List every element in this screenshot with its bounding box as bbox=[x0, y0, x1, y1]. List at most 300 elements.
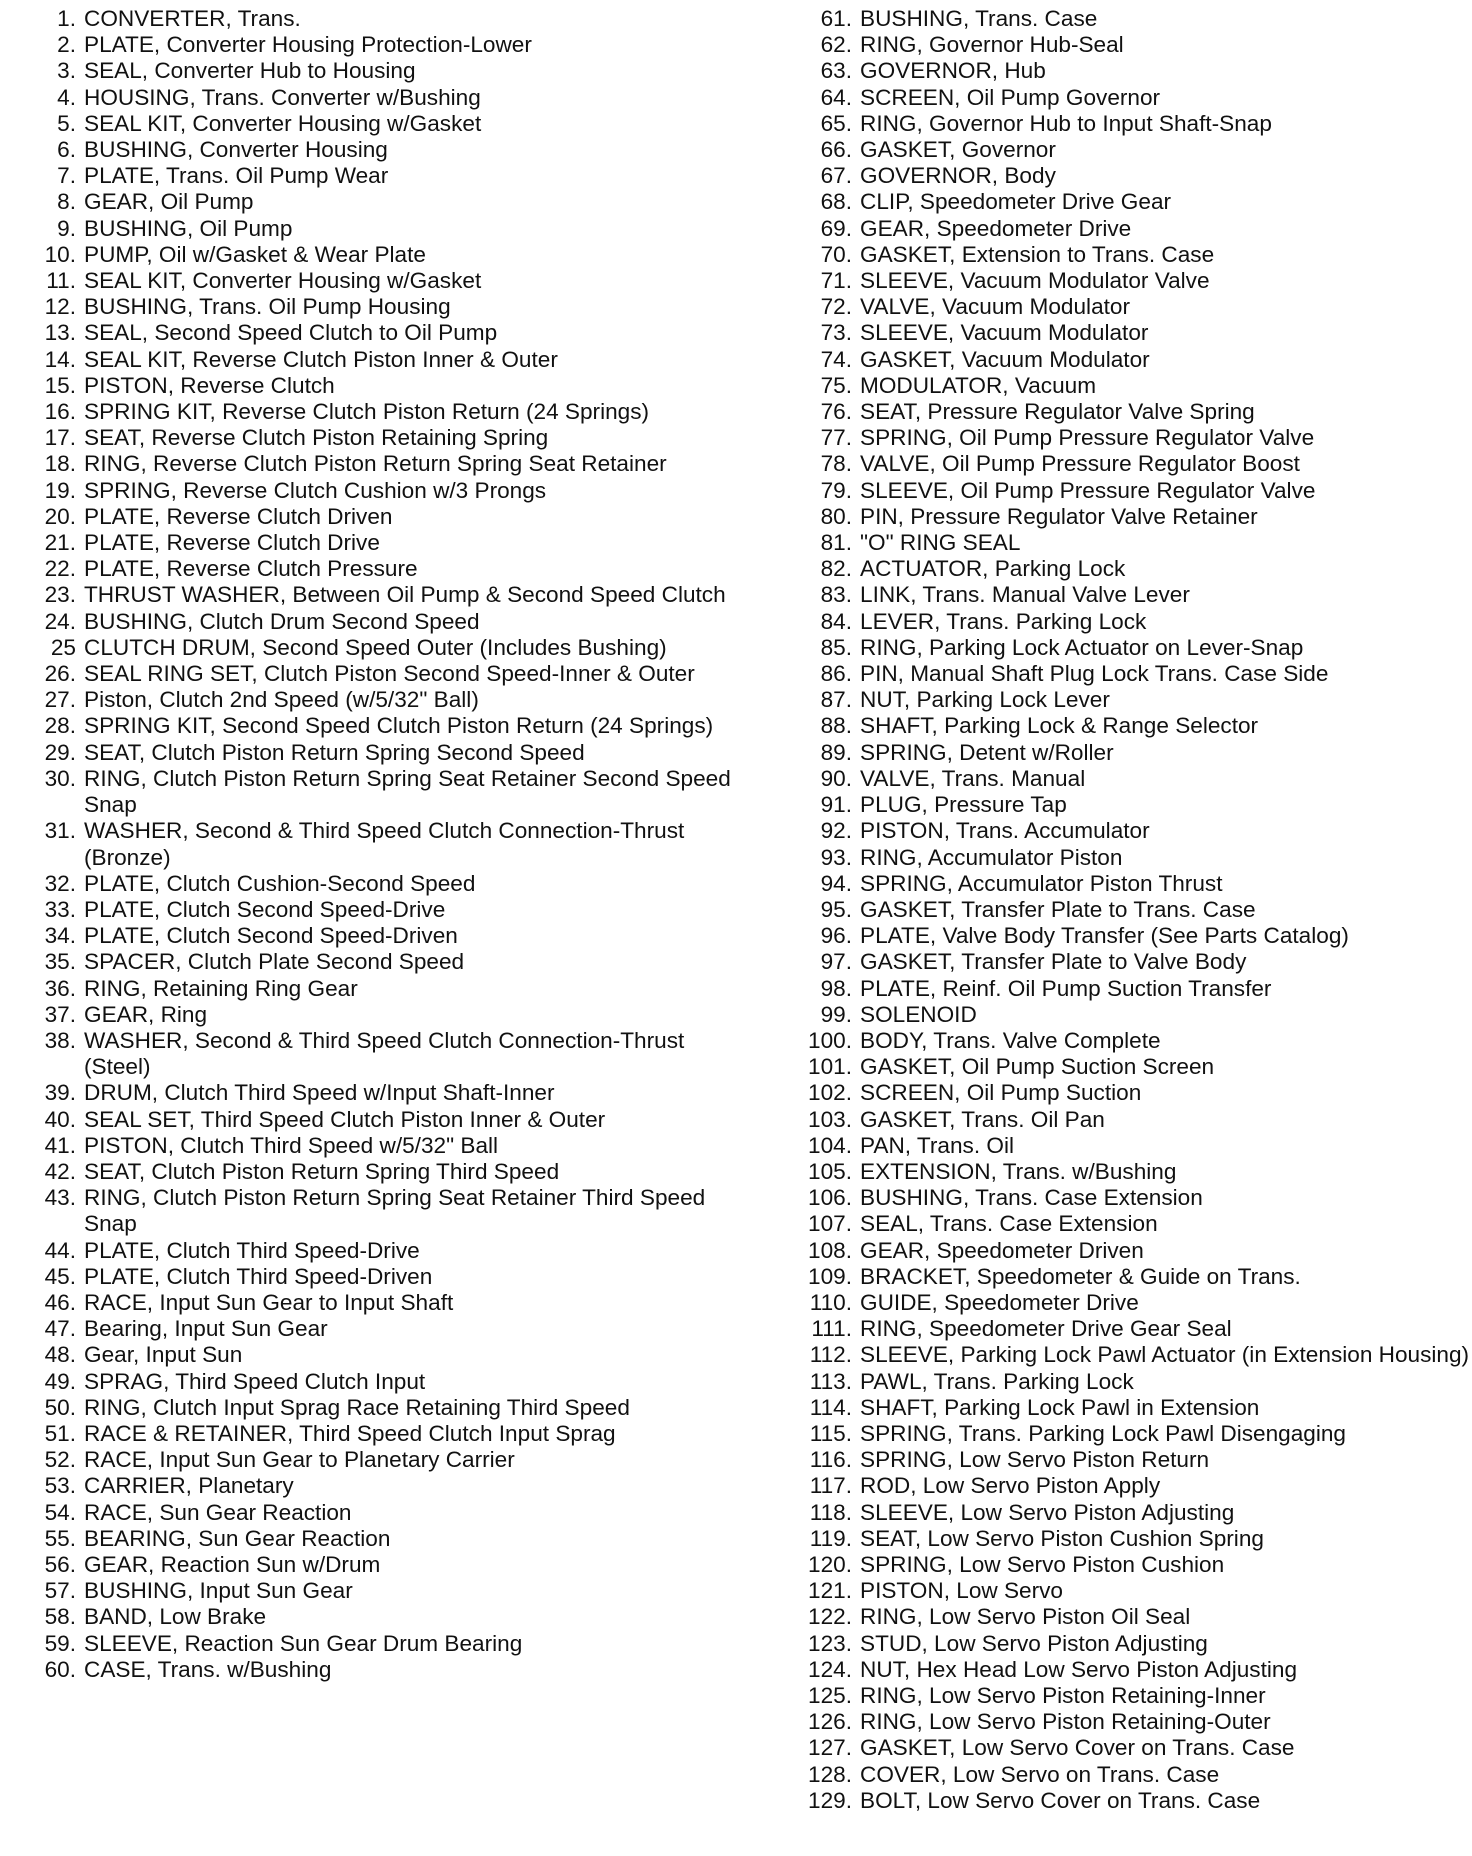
item-number: 2. bbox=[57, 32, 76, 58]
item-text: NUT, Hex Head Low Servo Piston Adjusting bbox=[860, 1656, 1298, 1682]
list-item bbox=[772, 85, 1472, 111]
list-item bbox=[18, 1369, 738, 1395]
item-text: HOUSING, Trans. Converter w/Bushing bbox=[84, 84, 481, 110]
item-text: BOLT, Low Servo Cover on Trans. Case bbox=[860, 1787, 1261, 1813]
item-text: PAN, Trans. Oil bbox=[860, 1132, 1015, 1158]
list-item bbox=[18, 897, 738, 923]
list-item bbox=[772, 58, 1472, 84]
list-item bbox=[18, 1631, 738, 1657]
list-item bbox=[772, 1500, 1472, 1526]
item-text: SLEEVE, Parking Lock Pawl Actuator (in Extension Housing) bbox=[860, 1342, 1470, 1368]
item-number: 69. bbox=[820, 215, 852, 241]
list-item bbox=[18, 1290, 738, 1316]
item-number: 104. bbox=[808, 1132, 852, 1158]
item-text: CASE, Trans. w/Bushing bbox=[84, 1656, 332, 1682]
list-item bbox=[18, 1421, 738, 1447]
list-item bbox=[772, 1028, 1472, 1054]
item-number: 93. bbox=[820, 844, 852, 870]
item-text: SCREEN, Oil Pump Governor bbox=[860, 84, 1161, 110]
item-number: 116. bbox=[809, 1447, 852, 1473]
item-text: CONVERTER, Trans. bbox=[84, 6, 301, 31]
list-item bbox=[772, 1604, 1472, 1630]
item-text: PLATE, Converter Housing Protection-Lower bbox=[84, 32, 532, 58]
list-item bbox=[18, 399, 738, 425]
list-item bbox=[772, 582, 1472, 608]
item-text: GASKET, Transfer Plate to Trans. Case bbox=[860, 896, 1256, 922]
list-item bbox=[18, 740, 738, 766]
item-number: 19. bbox=[44, 477, 76, 503]
item-text: RING, Governor Hub-Seal bbox=[860, 32, 1124, 58]
item-text: SPRING KIT, Second Speed Clutch Piston Return (24 Springs) bbox=[84, 713, 714, 739]
item-text: SHAFT, Parking Lock Pawl in Extension bbox=[860, 1394, 1260, 1420]
list-item bbox=[18, 1657, 738, 1683]
item-text: GUIDE, Speedometer Drive bbox=[860, 1289, 1139, 1315]
list-item bbox=[18, 1447, 738, 1473]
item-number: 68. bbox=[820, 189, 852, 215]
list-item bbox=[772, 1211, 1472, 1237]
list-item bbox=[772, 1316, 1472, 1342]
list-item bbox=[772, 1631, 1472, 1657]
list-item bbox=[18, 1552, 738, 1578]
item-text: ACTUATOR, Parking Lock bbox=[860, 556, 1126, 582]
item-text: RING, Low Servo Piston Retaining-Outer bbox=[860, 1709, 1271, 1735]
item-text: SPRING KIT, Reverse Clutch Piston Return (24 Springs) bbox=[84, 399, 650, 425]
item-text: PISTON, Trans. Accumulator bbox=[860, 818, 1150, 844]
list-item bbox=[772, 1578, 1472, 1604]
list-item bbox=[772, 347, 1472, 373]
item-text: SEAL KIT, Converter Housing w/Gasket bbox=[84, 268, 482, 294]
item-number: 52. bbox=[44, 1447, 76, 1473]
item-number: 94. bbox=[820, 870, 852, 896]
item-text: SPRING, Low Servo Piston Cushion bbox=[860, 1551, 1225, 1577]
item-text: GASKET, Vacuum Modulator bbox=[860, 346, 1150, 372]
item-text: RACE & RETAINER, Third Speed Clutch Input Sprag bbox=[84, 1420, 616, 1446]
item-text: GEAR, Oil Pump bbox=[84, 189, 254, 215]
item-text: BUSHING, Converter Housing bbox=[84, 137, 388, 163]
list-item bbox=[772, 425, 1472, 451]
item-text: RING, Speedometer Drive Gear Seal bbox=[860, 1316, 1232, 1342]
item-number: 59. bbox=[44, 1630, 76, 1656]
item-number: 117. bbox=[809, 1473, 852, 1499]
item-number: 21. bbox=[44, 530, 76, 556]
item-number: 51. bbox=[44, 1420, 76, 1446]
item-number: 89. bbox=[820, 739, 852, 765]
list-item bbox=[772, 1185, 1472, 1211]
item-number: 46. bbox=[44, 1289, 76, 1315]
list-item bbox=[772, 792, 1472, 818]
list-item bbox=[18, 6, 738, 32]
item-text: PISTON, Clutch Third Speed w/5/32" Ball bbox=[84, 1132, 499, 1158]
item-text: SPRING, Low Servo Piston Return bbox=[860, 1447, 1210, 1473]
item-text: SEAL, Trans. Case Extension bbox=[860, 1211, 1158, 1237]
item-number: 87. bbox=[820, 687, 852, 713]
list-item bbox=[18, 1264, 738, 1290]
list-item bbox=[18, 1578, 738, 1604]
item-text: SEAL KIT, Reverse Clutch Piston Inner & Outer bbox=[84, 346, 558, 372]
parts-list-left bbox=[18, 6, 738, 1683]
list-item bbox=[772, 1447, 1472, 1473]
item-number: 17. bbox=[44, 425, 76, 451]
item-number: 44. bbox=[44, 1237, 76, 1263]
item-text: SEAL, Converter Hub to Housing bbox=[84, 58, 416, 84]
list-item bbox=[18, 949, 738, 975]
item-number: 23. bbox=[44, 582, 76, 608]
item-text: BUSHING, Oil Pump bbox=[84, 215, 293, 241]
list-item bbox=[772, 1395, 1472, 1421]
item-text: BRACKET, Speedometer & Guide on Trans. bbox=[860, 1263, 1301, 1289]
item-number: 42. bbox=[44, 1158, 76, 1184]
item-text: PLATE, Clutch Third Speed-Driven bbox=[84, 1263, 433, 1289]
item-text: RING, Clutch Piston Return Spring Seat Retainer Third Speed Snap bbox=[84, 1185, 706, 1237]
item-text: RING, Accumulator Piston bbox=[860, 844, 1123, 870]
item-number: 50. bbox=[44, 1394, 76, 1420]
list-item bbox=[772, 635, 1472, 661]
item-number: 43. bbox=[44, 1185, 76, 1211]
item-number: 65. bbox=[820, 110, 852, 136]
item-number: 72. bbox=[820, 294, 852, 320]
item-text: CLIP, Speedometer Drive Gear bbox=[860, 189, 1172, 215]
list-item bbox=[772, 923, 1472, 949]
item-number: 5. bbox=[57, 110, 76, 136]
item-text: RING, Parking Lock Actuator on Lever-Snap bbox=[860, 634, 1304, 660]
item-text: SLEEVE, Vacuum Modulator bbox=[860, 320, 1149, 346]
list-item bbox=[18, 1526, 738, 1552]
list-item bbox=[772, 1473, 1472, 1499]
item-number: 8. bbox=[57, 189, 76, 215]
item-number: 33. bbox=[44, 896, 76, 922]
item-number: 96. bbox=[820, 923, 852, 949]
item-number: 79. bbox=[820, 477, 852, 503]
item-number: 62. bbox=[820, 32, 852, 58]
item-text: BUSHING, Input Sun Gear bbox=[84, 1578, 353, 1604]
item-number: 29. bbox=[44, 739, 76, 765]
item-number: 112. bbox=[809, 1342, 852, 1368]
item-number: 81. bbox=[820, 530, 852, 556]
item-text: GEAR, Speedometer Driven bbox=[860, 1237, 1144, 1263]
item-number: 101. bbox=[808, 1054, 852, 1080]
list-item bbox=[772, 478, 1472, 504]
item-number: 30. bbox=[44, 765, 76, 791]
item-text: Gear, Input Sun bbox=[84, 1342, 243, 1368]
list-item bbox=[772, 268, 1472, 294]
item-number: 120. bbox=[808, 1551, 852, 1577]
item-number: 110. bbox=[809, 1289, 852, 1315]
item-number: 41. bbox=[44, 1132, 76, 1158]
item-text: GASKET, Extension to Trans. Case bbox=[860, 241, 1215, 267]
list-item bbox=[772, 530, 1472, 556]
item-number: 113. bbox=[809, 1368, 852, 1394]
item-text: GASKET, Trans. Oil Pan bbox=[860, 1106, 1105, 1132]
item-number: 66. bbox=[820, 137, 852, 163]
list-item bbox=[772, 713, 1472, 739]
list-item bbox=[772, 504, 1472, 530]
item-text: GOVERNOR, Body bbox=[860, 163, 1056, 189]
item-text: PLATE, Reverse Clutch Pressure bbox=[84, 556, 418, 582]
item-number: 76. bbox=[820, 399, 852, 425]
item-text: RING, Reverse Clutch Piston Return Spring Seat Retainer bbox=[84, 451, 667, 477]
list-item bbox=[18, 111, 738, 137]
list-item bbox=[772, 6, 1472, 32]
list-item bbox=[772, 845, 1472, 871]
item-text: RING, Clutch Piston Return Spring Seat Retainer Second Speed Snap bbox=[84, 765, 731, 818]
item-number: 80. bbox=[820, 503, 852, 529]
list-item bbox=[772, 976, 1472, 1002]
list-item bbox=[18, 635, 738, 661]
list-item bbox=[18, 1080, 738, 1106]
item-text: SEAL SET, Third Speed Clutch Piston Inner & Outer bbox=[84, 1106, 606, 1132]
list-item bbox=[18, 504, 738, 530]
list-item bbox=[18, 1238, 738, 1264]
item-number: 57. bbox=[44, 1578, 76, 1604]
item-text: BUSHING, Clutch Drum Second Speed bbox=[84, 608, 480, 634]
item-number: 13. bbox=[44, 320, 76, 346]
item-text: SPRING, Oil Pump Pressure Regulator Valve bbox=[860, 425, 1315, 451]
item-text: NUT, Parking Lock Lever bbox=[860, 687, 1110, 713]
item-number: 16. bbox=[44, 399, 76, 425]
item-text: STUD, Low Servo Piston Adjusting bbox=[860, 1630, 1208, 1656]
item-number: 39. bbox=[44, 1080, 76, 1106]
item-number: 102. bbox=[808, 1080, 852, 1106]
list-item bbox=[772, 949, 1472, 975]
item-text: ROD, Low Servo Piston Apply bbox=[860, 1473, 1161, 1499]
item-number: 95. bbox=[820, 896, 852, 922]
item-number: 14. bbox=[44, 346, 76, 372]
list-item bbox=[772, 1421, 1472, 1447]
item-text: RING, Governor Hub to Input Shaft-Snap bbox=[860, 110, 1272, 136]
list-item bbox=[18, 871, 738, 897]
list-item bbox=[18, 320, 738, 346]
item-text: SLEEVE, Reaction Sun Gear Drum Bearing bbox=[84, 1630, 523, 1656]
item-text: SPRING, Reverse Clutch Cushion w/3 Prongs bbox=[84, 477, 547, 503]
item-text: THRUST WASHER, Between Oil Pump & Second Speed Clutch bbox=[84, 582, 726, 608]
item-number: 6. bbox=[57, 137, 76, 163]
list-item bbox=[18, 713, 738, 739]
item-text: GOVERNOR, Hub bbox=[860, 58, 1046, 84]
list-item bbox=[772, 320, 1472, 346]
list-item bbox=[18, 58, 738, 84]
list-item bbox=[772, 1290, 1472, 1316]
item-text: WASHER, Second & Third Speed Clutch Connection-Thrust (Bronze) bbox=[84, 818, 685, 870]
list-item bbox=[18, 268, 738, 294]
item-number: 98. bbox=[820, 975, 852, 1001]
item-text: PLATE, Reinf. Oil Pump Suction Transfer bbox=[860, 975, 1272, 1001]
item-text: SPRING, Detent w/Roller bbox=[860, 739, 1114, 765]
list-item bbox=[18, 1159, 738, 1185]
item-text: PAWL, Trans. Parking Lock bbox=[860, 1368, 1134, 1394]
list-item bbox=[772, 1709, 1472, 1735]
item-text: PISTON, Low Servo bbox=[860, 1578, 1064, 1604]
item-text: PIN, Manual Shaft Plug Lock Trans. Case Side bbox=[860, 661, 1329, 687]
item-number: 128. bbox=[808, 1761, 852, 1787]
item-number: 124. bbox=[808, 1656, 852, 1682]
item-number: 49. bbox=[44, 1368, 76, 1394]
item-number: 12. bbox=[44, 294, 76, 320]
item-number: 58. bbox=[44, 1604, 76, 1630]
item-number: 64. bbox=[820, 84, 852, 110]
list-item bbox=[18, 1604, 738, 1630]
list-item bbox=[772, 216, 1472, 242]
list-item bbox=[772, 1735, 1472, 1761]
item-number: 100. bbox=[808, 1027, 852, 1053]
item-number: 121. bbox=[808, 1578, 852, 1604]
item-text: DRUM, Clutch Third Speed w/Input Shaft-Inner bbox=[84, 1080, 555, 1106]
item-number: 54. bbox=[44, 1499, 76, 1525]
item-text: GASKET, Governor bbox=[860, 137, 1056, 163]
item-number: 88. bbox=[820, 713, 852, 739]
list-item bbox=[18, 347, 738, 373]
item-text: SEAL KIT, Converter Housing w/Gasket bbox=[84, 110, 482, 136]
list-item bbox=[18, 85, 738, 111]
item-text: GEAR, Ring bbox=[84, 1001, 208, 1027]
list-item bbox=[772, 609, 1472, 635]
item-text: EXTENSION, Trans. w/Bushing bbox=[860, 1158, 1177, 1184]
list-item bbox=[18, 163, 738, 189]
item-number: 67. bbox=[820, 163, 852, 189]
item-text: SEAT, Clutch Piston Return Spring Second Speed bbox=[84, 739, 585, 765]
list-item bbox=[18, 1342, 738, 1368]
item-number: 61. bbox=[820, 6, 852, 31]
item-number: 85. bbox=[820, 634, 852, 660]
list-item bbox=[772, 189, 1472, 215]
item-number: 114. bbox=[809, 1394, 852, 1420]
list-item bbox=[18, 242, 738, 268]
list-item bbox=[772, 1159, 1472, 1185]
item-text: RACE, Sun Gear Reaction bbox=[84, 1499, 352, 1525]
item-number: 3. bbox=[57, 58, 76, 84]
item-text: PIN, Pressure Regulator Valve Retainer bbox=[860, 503, 1258, 529]
item-text: SEAT, Low Servo Piston Cushion Spring bbox=[860, 1525, 1264, 1551]
item-number: 91. bbox=[820, 792, 852, 818]
list-item bbox=[772, 871, 1472, 897]
list-item bbox=[772, 1080, 1472, 1106]
list-item bbox=[772, 1657, 1472, 1683]
list-item bbox=[772, 399, 1472, 425]
list-item bbox=[772, 1369, 1472, 1395]
list-item bbox=[18, 661, 738, 687]
item-text: PLATE, Reverse Clutch Driven bbox=[84, 503, 393, 529]
item-text: PLATE, Clutch Second Speed-Drive bbox=[84, 896, 446, 922]
item-number: 24. bbox=[44, 608, 76, 634]
list-item bbox=[772, 1054, 1472, 1080]
item-number: 119. bbox=[809, 1525, 852, 1551]
item-number: 7. bbox=[57, 163, 76, 189]
list-item bbox=[772, 1133, 1472, 1159]
item-text: LINK, Trans. Manual Valve Lever bbox=[860, 582, 1190, 608]
item-text: WASHER, Second & Third Speed Clutch Connection-Thrust (Steel) bbox=[84, 1027, 685, 1080]
item-number: 92. bbox=[820, 818, 852, 844]
item-number: 77. bbox=[820, 425, 852, 451]
item-text: RING, Low Servo Piston Retaining-Inner bbox=[860, 1683, 1266, 1708]
list-item bbox=[772, 766, 1472, 792]
item-text: GASKET, Low Servo Cover on Trans. Case bbox=[860, 1735, 1295, 1761]
list-item bbox=[18, 478, 738, 504]
parts-list-right bbox=[772, 6, 1472, 1814]
list-item bbox=[18, 32, 738, 58]
item-text: GEAR, Reaction Sun w/Drum bbox=[84, 1551, 381, 1577]
item-text: SPACER, Clutch Plate Second Speed bbox=[84, 949, 465, 975]
item-text: BUSHING, Trans. Oil Pump Housing bbox=[84, 294, 451, 320]
list-item bbox=[772, 1107, 1472, 1133]
item-text: PLATE, Valve Body Transfer (See Parts Catalog) bbox=[860, 923, 1349, 949]
item-number: 25 bbox=[50, 634, 76, 660]
item-text: RING, Retaining Ring Gear bbox=[84, 975, 358, 1001]
item-text: BUSHING, Trans. Case bbox=[860, 6, 1098, 31]
list-item bbox=[772, 1002, 1472, 1028]
item-number: 18. bbox=[44, 451, 76, 477]
list-item bbox=[772, 1788, 1472, 1814]
item-text: PISTON, Reverse Clutch bbox=[84, 372, 335, 398]
item-number: 105. bbox=[808, 1158, 852, 1184]
item-number: 56. bbox=[44, 1551, 76, 1577]
list-item bbox=[772, 111, 1472, 137]
item-text: SHAFT, Parking Lock & Range Selector bbox=[860, 713, 1259, 739]
list-item bbox=[772, 818, 1472, 844]
item-text: SEAT, Clutch Piston Return Spring Third Speed bbox=[84, 1158, 560, 1184]
item-text: SPRAG, Third Speed Clutch Input bbox=[84, 1368, 426, 1394]
list-item bbox=[772, 1552, 1472, 1578]
item-number: 45. bbox=[44, 1263, 76, 1289]
list-item bbox=[18, 1107, 738, 1133]
list-item bbox=[18, 766, 738, 818]
item-number: 35. bbox=[44, 949, 76, 975]
item-text: GASKET, Transfer Plate to Valve Body bbox=[860, 949, 1247, 975]
item-number: 53. bbox=[44, 1473, 76, 1499]
item-text: PLUG, Pressure Tap bbox=[860, 792, 1067, 818]
list-item bbox=[18, 1028, 738, 1080]
item-text: Bearing, Input Sun Gear bbox=[84, 1316, 328, 1342]
list-item bbox=[18, 137, 738, 163]
list-item bbox=[772, 32, 1472, 58]
item-text: SCREEN, Oil Pump Suction bbox=[860, 1080, 1142, 1106]
item-number: 34. bbox=[44, 923, 76, 949]
item-text: VALVE, Vacuum Modulator bbox=[860, 294, 1130, 320]
list-item bbox=[772, 1526, 1472, 1552]
item-text: SPRING, Accumulator Piston Thrust bbox=[860, 870, 1223, 896]
list-item bbox=[772, 1238, 1472, 1264]
item-number: 83. bbox=[820, 582, 852, 608]
list-item bbox=[18, 582, 738, 608]
item-number: 109. bbox=[808, 1263, 852, 1289]
item-number: 48. bbox=[44, 1342, 76, 1368]
item-number: 106. bbox=[808, 1185, 852, 1211]
list-item bbox=[18, 818, 738, 870]
item-number: 1. bbox=[57, 6, 76, 31]
list-item bbox=[772, 163, 1472, 189]
item-number: 31. bbox=[44, 818, 76, 844]
item-text: CLUTCH DRUM, Second Speed Outer (Includes Bushing) bbox=[84, 634, 667, 660]
item-number: 126. bbox=[808, 1709, 852, 1735]
item-number: 90. bbox=[820, 765, 852, 791]
list-item bbox=[772, 1264, 1472, 1290]
item-number: 60. bbox=[44, 1656, 76, 1682]
list-item bbox=[18, 687, 738, 713]
item-number: 115. bbox=[809, 1420, 852, 1446]
item-number: 86. bbox=[820, 661, 852, 687]
item-number: 20. bbox=[44, 503, 76, 529]
item-number: 47. bbox=[44, 1316, 76, 1342]
list-item bbox=[772, 373, 1472, 399]
list-item bbox=[18, 976, 738, 1002]
item-number: 84. bbox=[820, 608, 852, 634]
item-text: SLEEVE, Oil Pump Pressure Regulator Valve bbox=[860, 477, 1316, 503]
item-number: 125. bbox=[808, 1683, 852, 1708]
item-number: 122. bbox=[808, 1604, 852, 1630]
item-number: 26. bbox=[44, 661, 76, 687]
item-text: BEARING, Sun Gear Reaction bbox=[84, 1525, 391, 1551]
item-number: 32. bbox=[44, 870, 76, 896]
list-item bbox=[772, 740, 1472, 766]
list-item bbox=[772, 661, 1472, 687]
